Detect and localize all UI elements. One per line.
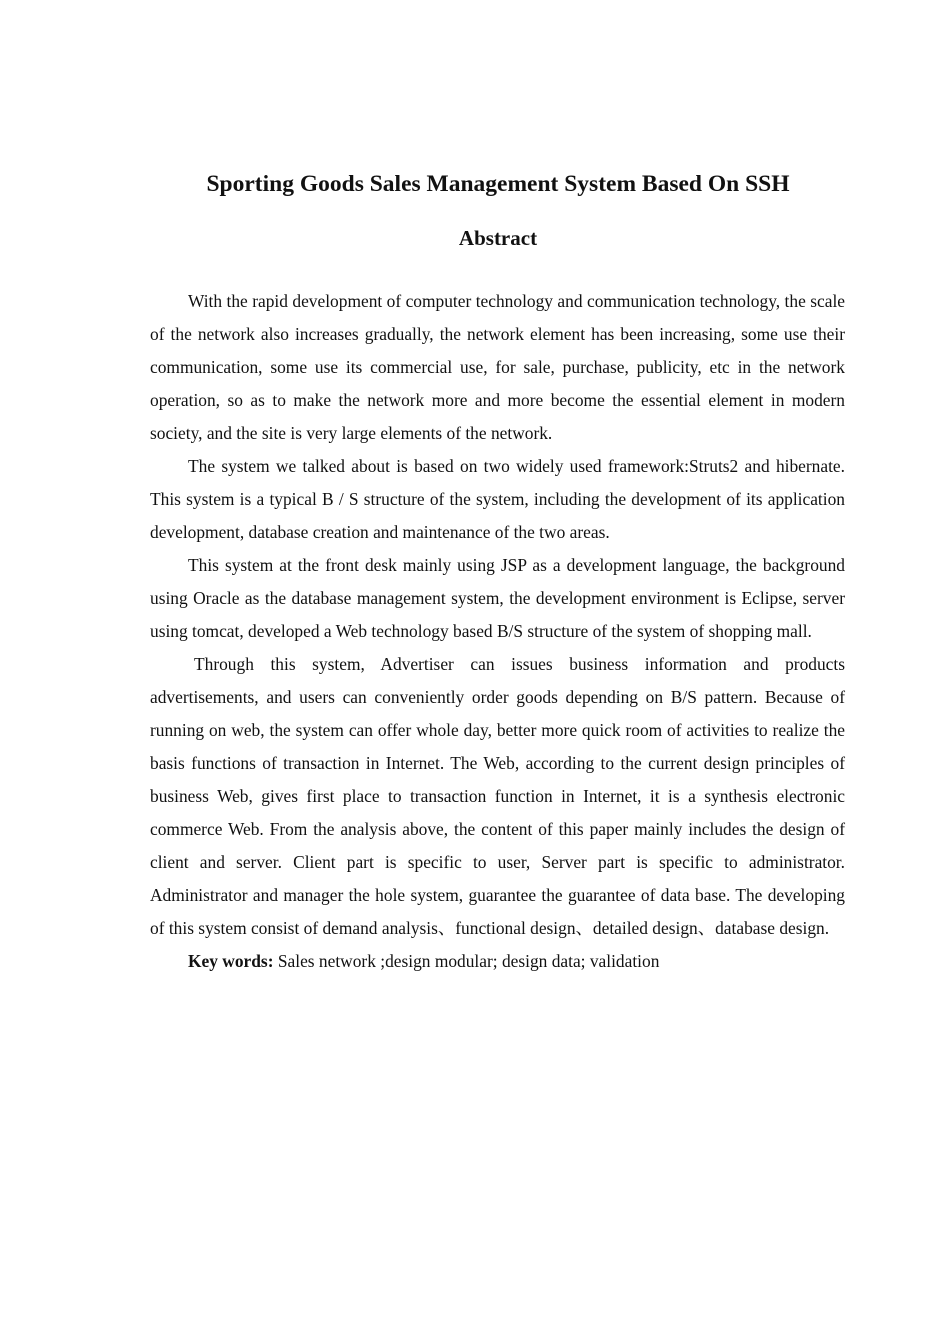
keywords-line — [150, 945, 845, 978]
keywords-label: Key words: — [188, 951, 274, 971]
page-title: Sporting Goods Sales Management System Based On SSH — [206, 171, 790, 197]
abstract-paragraph-2: The system we talked about is based on two widely used framework:Struts2 and hibernate. This system is a typical B / S structure of the system, including the development of its application development, database creation and maintenance of the two areas. — [150, 456, 845, 542]
abstract-body — [150, 285, 845, 978]
abstract-paragraph-3: This system at the front desk mainly using JSP as a development language, the background using Oracle as the database management system, the development environment is Eclipse, server using tomcat, developed a Web technology based B/S structure of the system of shopping mall. — [150, 555, 845, 641]
abstract-paragraph-1: With the rapid development of computer technology and communication technology, the scale of the network also increases gradually, the network element has been increasing, some use their communication, some use its commercial use, for sale, purchase, publicity, etc in the network operation, so as to make the network more and more become the essential element in modern society, and the site is very large elements of the network. — [150, 291, 845, 443]
abstract-heading: Abstract — [458, 226, 538, 250]
keywords-text: Sales network ;design modular; design data; validation — [273, 951, 660, 971]
abstract-paragraph-4: Through this system, Advertiser can issues business information and products advertisements, and users can conveniently order goods depending on B/S pattern. Because of running on web, the system can offer whole day, better more quick room of activities to realize the basis functions of transaction in Internet. The Web, according to the current design principles of business Web, gives first place to transaction function in Internet, it is a synthesis electronic commerce Web. From the analysis above, the content of this paper mainly includes the design of client and server. Client part is specific to user, Server part is specific to administrator. Administrator and manager the hole system, guarantee the guarantee of data base. The developing of this system consist of demand analysis、functional design、detailed design、database design. — [150, 654, 845, 938]
